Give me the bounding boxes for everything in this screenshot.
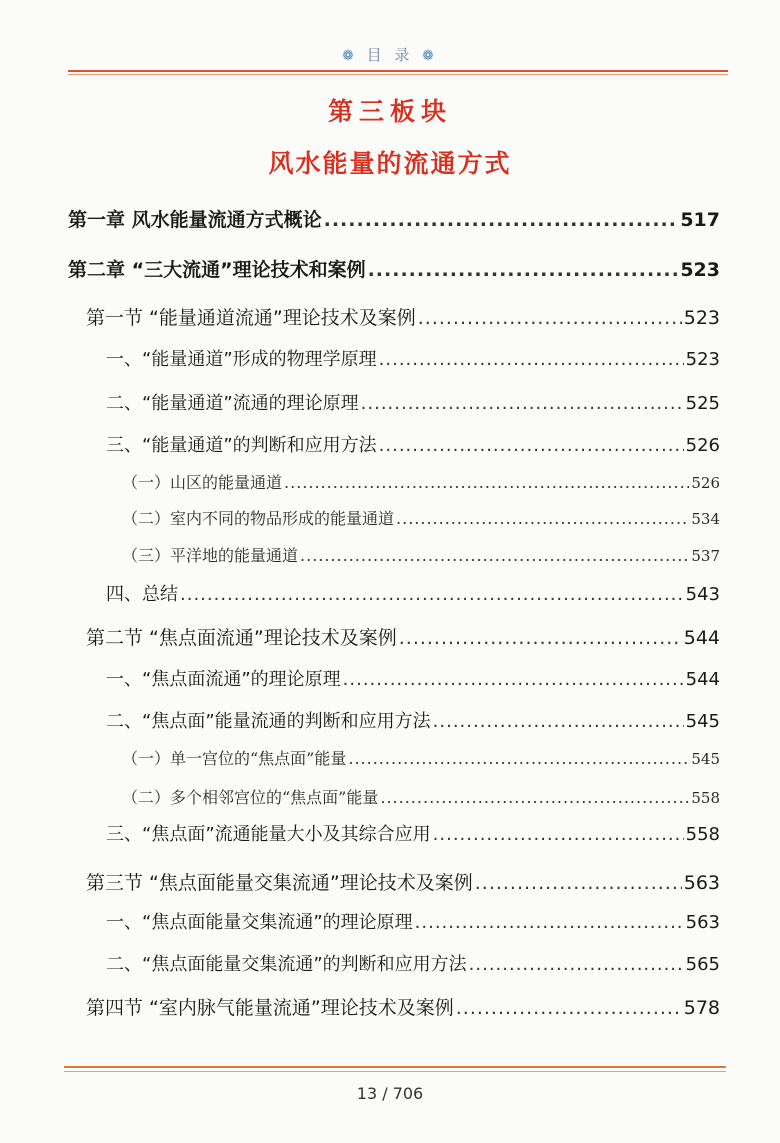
toc-entry-page: 565 [685, 954, 720, 975]
dot-leader [433, 824, 684, 845]
toc-entry-title: 第四节 “室内脉气能量流通”理论技术及案例 [86, 997, 454, 1019]
flower-right-icon: ❁ [422, 48, 438, 64]
toc-entry-section[interactable] [86, 993, 720, 1020]
toc-entry-item[interactable] [106, 820, 720, 846]
dot-leader [368, 259, 679, 281]
toc-entry-title: 二、“焦点面能量交集流通”的判断和应用方法 [106, 954, 467, 975]
dot-leader [399, 627, 682, 649]
dot-leader [396, 509, 689, 528]
toc-entry-page: 563 [685, 912, 720, 933]
toc-entry-title: 第二节 “焦点面流通”理论技术及案例 [86, 627, 397, 649]
header-label: 目 录 [366, 46, 414, 64]
toc-entry-chapter[interactable] [68, 255, 720, 282]
toc-entry-page: 523 [680, 259, 720, 281]
part-subtitle: 风水能量的流通方式 [268, 149, 512, 178]
toc-entry-item[interactable] [106, 345, 720, 371]
toc-entry-title: 第二章 “三大流通”理论技术和案例 [68, 259, 366, 281]
dot-leader [418, 307, 682, 329]
toc-entry-page: 537 [691, 547, 720, 565]
toc-entry-page: 578 [683, 997, 720, 1019]
toc-entry-page: 545 [691, 750, 720, 768]
toc-entry-chapter[interactable] [68, 205, 720, 232]
toc-entry-title: 第三节 “焦点面能量交集流通”理论技术及案例 [86, 872, 473, 894]
toc-entry-section[interactable] [86, 623, 720, 650]
toc-entry-page: 563 [683, 872, 720, 894]
dot-leader [300, 546, 689, 565]
toc-entry-title: 一、“焦点面流通”的理论原理 [106, 669, 341, 690]
footer-divider-thin [64, 1071, 726, 1072]
toc-entry-page: 545 [685, 711, 720, 732]
toc-entry-title: （一）单一宫位的“焦点面”能量 [122, 749, 347, 768]
dot-leader [361, 393, 684, 414]
toc-entry-page: 526 [685, 435, 720, 456]
toc-entry-item[interactable] [106, 908, 720, 934]
toc-entry-page: 523 [683, 307, 720, 329]
toc-entry-page: 558 [685, 824, 720, 845]
dot-leader [380, 788, 689, 807]
dot-leader [379, 349, 684, 370]
footer-divider [64, 1066, 726, 1068]
toc-entry-section[interactable] [86, 868, 720, 895]
toc-entry-item[interactable] [106, 389, 720, 415]
toc-entry-title: 四、总结 [106, 584, 178, 605]
toc-entry-section[interactable] [86, 303, 720, 330]
page-indicator: 13 / 706 [356, 1084, 424, 1103]
toc-entry-title: 三、“能量通道”的判断和应用方法 [106, 435, 377, 456]
dot-leader [433, 711, 684, 732]
toc-entry-title: 第一章 风水能量流通方式概论 [68, 209, 322, 231]
part-title: 第三板块 [327, 97, 452, 126]
toc-entry-item[interactable] [106, 950, 720, 976]
flower-left-icon: ❁ [342, 48, 358, 64]
toc-entry-title: （二）多个相邻宫位的“焦点面”能量 [122, 788, 379, 807]
toc-entry-title: （二）室内不同的物品形成的能量通道 [122, 509, 395, 528]
dot-leader [284, 473, 689, 492]
toc-entry-title: 一、“焦点面能量交集流通”的理论原理 [106, 912, 413, 933]
toc-entry-sub[interactable] [122, 506, 720, 529]
toc-entry-title: （三）平洋地的能量通道 [122, 546, 299, 565]
toc-entry-page: 544 [683, 627, 720, 649]
toc-entry-page: 526 [691, 474, 720, 492]
toc-entry-sub[interactable] [122, 746, 720, 769]
toc-entry-item[interactable] [106, 580, 720, 606]
toc-entry-title: 二、“焦点面”能量流通的判断和应用方法 [106, 711, 431, 732]
toc-entry-page: 525 [685, 393, 720, 414]
toc-entry-sub[interactable] [122, 543, 720, 566]
dot-leader [456, 997, 682, 1019]
toc-entry-title: （一）山区的能量通道 [122, 473, 283, 492]
dot-leader [469, 954, 684, 975]
toc-entry-page: 558 [691, 789, 720, 807]
toc-entry-title: 一、“能量通道”形成的物理学原理 [106, 349, 377, 370]
dot-leader [475, 872, 682, 894]
dot-leader [415, 912, 684, 933]
toc-entry-sub[interactable] [122, 785, 720, 808]
toc-entry-page: 517 [680, 209, 720, 231]
toc-entry-title: 三、“焦点面”流通能量大小及其综合应用 [106, 824, 431, 845]
toc-entry-sub[interactable] [122, 470, 720, 493]
toc-entry-page: 534 [691, 510, 720, 528]
toc-entry-page: 523 [685, 349, 720, 370]
dot-leader [324, 209, 679, 231]
toc-entry-item[interactable] [106, 665, 720, 691]
toc-entry-title: 第一节 “能量通道流通”理论技术及案例 [86, 307, 416, 329]
dot-leader [379, 435, 684, 456]
dot-leader [343, 669, 684, 690]
toc-entry-item[interactable] [106, 707, 720, 733]
dot-leader [180, 584, 684, 605]
toc-entry-item[interactable] [106, 431, 720, 457]
toc-entry-title: 二、“能量通道”流通的理论原理 [106, 393, 359, 414]
dot-leader [348, 749, 689, 768]
toc-entry-page: 544 [685, 669, 720, 690]
toc-entry-page: 543 [685, 584, 720, 605]
